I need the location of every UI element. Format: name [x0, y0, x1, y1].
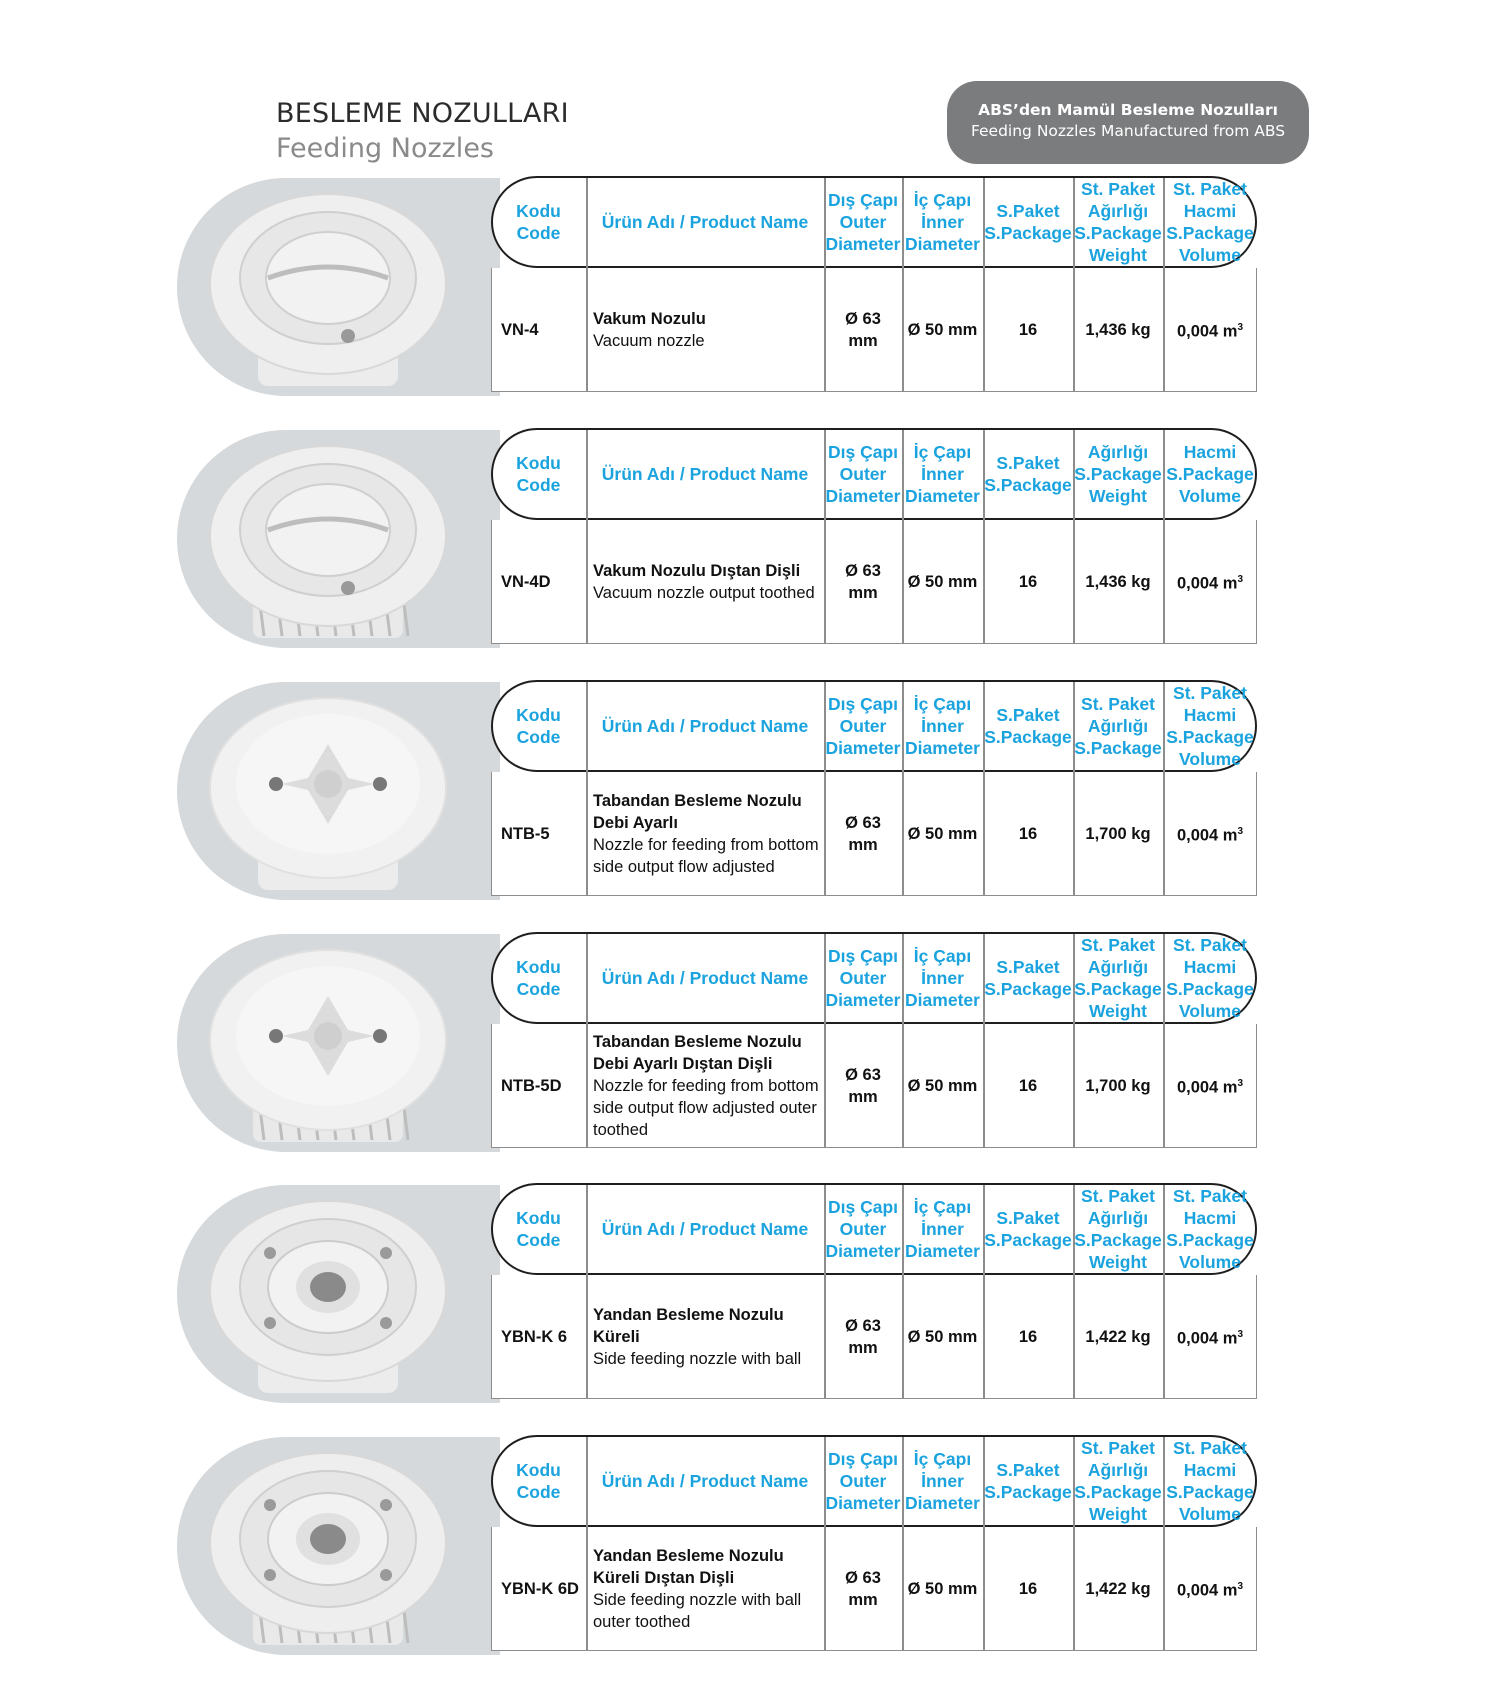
product-image-panel: [177, 1185, 500, 1403]
header-outer-line: Diameter: [825, 990, 901, 1010]
header-outer-line: Dış Çapı: [827, 1197, 899, 1217]
header-inner-line: İç Çapı: [913, 946, 972, 966]
header-volume-line: S.Package: [1166, 464, 1254, 484]
title-turkish: BESLEME NOZULLARI: [276, 98, 569, 129]
inner-diameter: Ø 50 mm: [907, 1328, 978, 1346]
package-weight: 1,700 kg: [1085, 825, 1151, 843]
header-outer-line: Dış Çapı: [827, 190, 899, 210]
header-outer-line: Outer: [839, 1471, 887, 1491]
header-volume-line: Hacmi: [1183, 1460, 1237, 1480]
header-inner-line: İç Çapı: [913, 694, 972, 714]
badge-line-turkish: ABS’den Mamül Besleme Nozulları: [978, 101, 1278, 119]
header-outer: [824, 932, 902, 1024]
package-count: 16: [1018, 1328, 1038, 1346]
header-weight-line: S.Package: [1074, 1230, 1162, 1250]
header-inner-line: İç Çapı: [913, 442, 972, 462]
header-pkg: [983, 1435, 1073, 1527]
header-outer: [824, 176, 902, 268]
package-volume: 0,004 $m^3$: [1176, 322, 1244, 341]
product-code: YBN-K 6D: [501, 1580, 579, 1598]
header-inner-line: İnner: [921, 968, 964, 988]
package-weight: 1,436 kg: [1085, 321, 1151, 339]
header-inner-line: Diameter: [905, 1241, 980, 1261]
header-inner-line: Diameter: [905, 1493, 980, 1513]
header-code: [491, 680, 586, 772]
header-outer-line: Dış Çapı: [827, 1449, 899, 1469]
package-count: 16: [1018, 825, 1038, 843]
header-volume-line: St. Paket: [1173, 1438, 1247, 1458]
header-name-line: Ürün Adı / Product Name: [601, 1471, 809, 1491]
package-volume: 0,004 $m^3$: [1176, 1329, 1244, 1348]
vacuum-nozzle-image: [197, 186, 459, 386]
product-name: [593, 1024, 819, 1148]
header-inner: [902, 428, 983, 520]
product-name-english: Vacuum nozzle output toothed: [593, 584, 815, 602]
product-name: [593, 1275, 819, 1399]
product-code: NTB-5D: [501, 1077, 562, 1095]
header-code-line: Code: [516, 223, 561, 243]
material-badge: [947, 81, 1309, 164]
header-name: [586, 176, 824, 268]
header-outer-line: Outer: [839, 968, 887, 988]
header-pkg: [983, 176, 1073, 268]
header-code-line: Kodu: [516, 453, 561, 473]
header-pkg: [983, 428, 1073, 520]
title-english: Feeding Nozzles: [276, 133, 494, 164]
header-weight-line: St. Paket: [1081, 1438, 1155, 1458]
header-weight-line: Ağırlığı: [1087, 442, 1149, 462]
package-count: 16: [1018, 1077, 1038, 1095]
outer-diameter: Ø 63 mm: [845, 814, 881, 854]
header-inner-line: İnner: [921, 1471, 964, 1491]
header-code-line: Kodu: [516, 1460, 561, 1480]
header-outer-line: Diameter: [825, 738, 901, 758]
header-weight-line: St. Paket: [1081, 179, 1155, 199]
header-volume-line: Volume: [1179, 1001, 1241, 1021]
header-pkg-line: S.Paket: [996, 1208, 1060, 1228]
package-weight: 1,436 kg: [1085, 573, 1151, 591]
header-volume-line: St. Paket: [1173, 935, 1247, 955]
header-volume: [1163, 1183, 1257, 1275]
header-inner-line: İnner: [921, 1219, 964, 1239]
product-name-turkish: Tabandan Besleme Nozulu Debi Ayarlı Dıştan Dişli: [593, 1033, 802, 1073]
header-inner-line: Diameter: [905, 738, 980, 758]
product-code: VN-4: [501, 321, 539, 339]
inner-diameter: Ø 50 mm: [907, 825, 978, 843]
header-inner: [902, 1435, 983, 1527]
header-volume: [1163, 428, 1257, 520]
header-code-line: Code: [516, 979, 561, 999]
header-pkg-line: S.Paket: [996, 705, 1060, 725]
header-code-line: Code: [516, 1482, 561, 1502]
header-inner-line: İç Çapı: [913, 1449, 972, 1469]
product-row: [0, 428, 1508, 650]
header-outer-line: Outer: [839, 1219, 887, 1239]
header-pkg-line: S.Paket: [996, 453, 1060, 473]
side-feed-nozzle-ball-image: [197, 1193, 459, 1393]
header-outer-line: Diameter: [825, 1493, 901, 1513]
header-pkg-line: S.Package: [984, 1482, 1072, 1502]
outer-diameter: Ø 63 mm: [845, 562, 881, 602]
product-name-turkish: Vakum Nozulu Dıştan Dişli: [593, 562, 801, 580]
product-name-turkish: Yandan Besleme Nozulu Küreli: [593, 1306, 784, 1346]
header-code-line: Code: [516, 727, 561, 747]
package-weight: 1,422 kg: [1085, 1580, 1151, 1598]
product-row: [0, 1435, 1508, 1657]
header-volume-line: Volume: [1179, 245, 1241, 265]
vacuum-nozzle-threaded-image: [197, 438, 459, 638]
header-volume-line: St. Paket: [1173, 683, 1247, 703]
header-pkg-line: S.Package: [984, 727, 1072, 747]
header-name-line: Ürün Adı / Product Name: [601, 716, 809, 736]
header-code: [491, 1435, 586, 1527]
product-row: [0, 932, 1508, 1154]
header-code-line: Code: [516, 475, 561, 495]
header-outer: [824, 680, 902, 772]
package-volume: 0,004 $m^3$: [1176, 826, 1244, 845]
product-name: [593, 520, 819, 644]
header-pkg-line: S.Package: [984, 979, 1072, 999]
page-title: [276, 98, 569, 164]
header-name: [586, 1435, 824, 1527]
header-volume: [1163, 176, 1257, 268]
product-image-panel: [177, 1437, 500, 1655]
header-code-line: Kodu: [516, 705, 561, 725]
header-weight-line: St. Paket: [1081, 935, 1155, 955]
header-inner: [902, 176, 983, 268]
package-count: 16: [1018, 573, 1038, 591]
header-inner-line: Diameter: [905, 486, 980, 506]
inner-diameter: Ø 50 mm: [907, 573, 978, 591]
side-feed-nozzle-ball-threaded-image: [197, 1445, 459, 1645]
header-weight: [1073, 680, 1163, 772]
header-weight-line: Ağırlığı: [1087, 201, 1149, 221]
header-volume-line: Volume: [1179, 1252, 1241, 1272]
product-name-english: Vacuum nozzle: [593, 332, 705, 350]
header-weight-line: Weight: [1088, 486, 1147, 506]
header-name: [586, 680, 824, 772]
header-pkg-line: S.Paket: [996, 201, 1060, 221]
header-weight-line: S.Package: [1074, 223, 1162, 243]
header-weight-line: Weight: [1088, 1252, 1147, 1272]
header-weight-line: Weight: [1088, 245, 1147, 265]
header-volume-line: S.Package: [1166, 1482, 1254, 1502]
header-volume-line: S.Package: [1166, 1230, 1254, 1250]
product-image-panel: [177, 430, 500, 648]
header-pkg-line: S.Package: [984, 475, 1072, 495]
header-volume-line: S.Package: [1166, 727, 1254, 747]
header-pkg-line: S.Paket: [996, 957, 1060, 977]
package-weight: 1,700 kg: [1085, 1077, 1151, 1095]
badge-line-english: Feeding Nozzles Manufactured from ABS: [970, 122, 1286, 140]
product-code: VN-4D: [501, 573, 551, 591]
header-pkg: [983, 932, 1073, 1024]
header-pkg: [983, 680, 1073, 772]
header-weight-line: St. Paket: [1081, 1186, 1155, 1206]
header-code-line: Kodu: [516, 1208, 561, 1228]
header-name-line: Ürün Adı / Product Name: [601, 464, 809, 484]
header-volume-line: S.Package: [1166, 223, 1254, 243]
package-volume: 0,004 $m^3$: [1176, 574, 1244, 593]
product-code: YBN-K 6: [501, 1328, 568, 1346]
header-outer-line: Diameter: [825, 486, 901, 506]
package-weight: 1,422 kg: [1085, 1328, 1151, 1346]
header-outer-line: Diameter: [825, 234, 901, 254]
outer-diameter: Ø 63 mm: [845, 310, 881, 350]
header-weight-line: Ağırlığı: [1087, 1460, 1149, 1480]
product-name-turkish: Vakum Nozulu: [593, 310, 706, 328]
header-pkg-line: S.Package: [984, 1230, 1072, 1250]
header-name: [586, 932, 824, 1024]
header-code-line: Code: [516, 1230, 561, 1250]
header-volume-line: Hacmi: [1183, 442, 1237, 462]
header-outer: [824, 1435, 902, 1527]
header-outer-line: Dış Çapı: [827, 694, 899, 714]
header-weight-line: Ağırlığı: [1087, 957, 1149, 977]
header-volume: [1163, 680, 1257, 772]
product-image-panel: [177, 934, 500, 1152]
bottom-feed-nozzle-image: [197, 690, 459, 890]
package-count: 16: [1018, 321, 1038, 339]
product-image-panel: [177, 178, 500, 396]
product-row: [0, 1183, 1508, 1405]
header-pkg-line: S.Package: [984, 223, 1072, 243]
product-row: [0, 176, 1508, 398]
product-name-turkish: Tabandan Besleme Nozulu Debi Ayarlı: [593, 792, 802, 832]
header-outer: [824, 1183, 902, 1275]
header-weight-line: Ağırlığı: [1087, 716, 1149, 736]
header-inner-line: İnner: [921, 464, 964, 484]
header-weight-line: St. Paket: [1081, 694, 1155, 714]
header-weight-line: S.Package: [1074, 738, 1162, 758]
header-outer-line: Dış Çapı: [827, 946, 899, 966]
outer-diameter: Ø 63 mm: [845, 1066, 881, 1106]
header-pkg-line: S.Paket: [996, 1460, 1060, 1480]
inner-diameter: Ø 50 mm: [907, 1580, 978, 1598]
header-pkg: [983, 1183, 1073, 1275]
product-name-english: Nozzle for feeding from bottom side output flow adjusted outer toothed: [593, 1077, 819, 1139]
header-weight: [1073, 176, 1163, 268]
header-weight-line: S.Package: [1074, 1482, 1162, 1502]
package-volume: 0,004 $m^3$: [1176, 1581, 1244, 1600]
header-weight-line: S.Package: [1074, 464, 1162, 484]
product-code: NTB-5: [501, 825, 550, 843]
header-inner-line: Diameter: [905, 234, 980, 254]
header-inner: [902, 932, 983, 1024]
header-volume-line: Hacmi: [1183, 957, 1237, 977]
header-volume-line: Hacmi: [1183, 1208, 1237, 1228]
header-code: [491, 428, 586, 520]
header-volume: [1163, 932, 1257, 1024]
header-outer: [824, 428, 902, 520]
outer-diameter: Ø 63 mm: [845, 1317, 881, 1357]
header-name-line: Ürün Adı / Product Name: [601, 968, 809, 988]
header-code-line: Kodu: [516, 201, 561, 221]
product-name-english: Side feeding nozzle with ball outer toothed: [593, 1591, 802, 1631]
inner-diameter: Ø 50 mm: [907, 321, 978, 339]
header-weight: [1073, 428, 1163, 520]
product-name-english: Side feeding nozzle with ball: [593, 1350, 802, 1368]
inner-diameter: Ø 50 mm: [907, 1077, 978, 1095]
header-inner: [902, 680, 983, 772]
product-name-turkish: Yandan Besleme Nozulu Küreli Dıştan Dişli: [593, 1547, 784, 1587]
header-inner: [902, 1183, 983, 1275]
header-weight-line: Ağırlığı: [1087, 1208, 1149, 1228]
header-name-line: Ürün Adı / Product Name: [601, 212, 809, 232]
header-outer-line: Outer: [839, 212, 887, 232]
header-volume-line: Hacmi: [1183, 201, 1237, 221]
header-code-line: Kodu: [516, 957, 561, 977]
header-inner-line: İnner: [921, 716, 964, 736]
header-name-line: Ürün Adı / Product Name: [601, 1219, 809, 1239]
outer-diameter: Ø 63 mm: [845, 1569, 881, 1609]
product-name: [593, 1527, 819, 1651]
product-name: [593, 268, 819, 392]
header-code: [491, 176, 586, 268]
header-code: [491, 932, 586, 1024]
header-code: [491, 1183, 586, 1275]
header-volume-line: St. Paket: [1173, 1186, 1247, 1206]
header-weight: [1073, 1183, 1163, 1275]
header-outer-line: Diameter: [825, 1241, 901, 1261]
header-volume-line: St. Paket: [1173, 179, 1247, 199]
header-inner-line: Diameter: [905, 990, 980, 1010]
header-outer-line: Outer: [839, 464, 887, 484]
header-inner-line: İnner: [921, 212, 964, 232]
product-name: [593, 772, 819, 896]
header-volume: [1163, 1435, 1257, 1527]
header-weight: [1073, 932, 1163, 1024]
header-weight-line: S.Package: [1074, 979, 1162, 999]
header-volume-line: Volume: [1179, 1504, 1241, 1524]
header-volume-line: Volume: [1179, 486, 1241, 506]
header-name: [586, 1183, 824, 1275]
product-row: [0, 680, 1508, 902]
package-volume: 0,004 $m^3$: [1176, 1078, 1244, 1097]
header-name: [586, 428, 824, 520]
header-inner-line: İç Çapı: [913, 190, 972, 210]
bottom-feed-nozzle-threaded-image: [197, 942, 459, 1142]
product-image-panel: [177, 682, 500, 900]
header-weight-line: Weight: [1088, 1001, 1147, 1021]
header-weight-line: Weight: [1088, 1504, 1147, 1524]
package-count: 16: [1018, 1580, 1038, 1598]
header-outer-line: Outer: [839, 716, 887, 736]
header-weight: [1073, 1435, 1163, 1527]
header-volume-line: S.Package: [1166, 979, 1254, 999]
header-volume-line: Volume: [1179, 749, 1241, 769]
product-name-english: Nozzle for feeding from bottom side output flow adjusted: [593, 836, 819, 876]
header-outer-line: Dış Çapı: [827, 442, 899, 462]
header-inner-line: İç Çapı: [913, 1197, 972, 1217]
header-volume-line: Hacmi: [1183, 705, 1237, 725]
